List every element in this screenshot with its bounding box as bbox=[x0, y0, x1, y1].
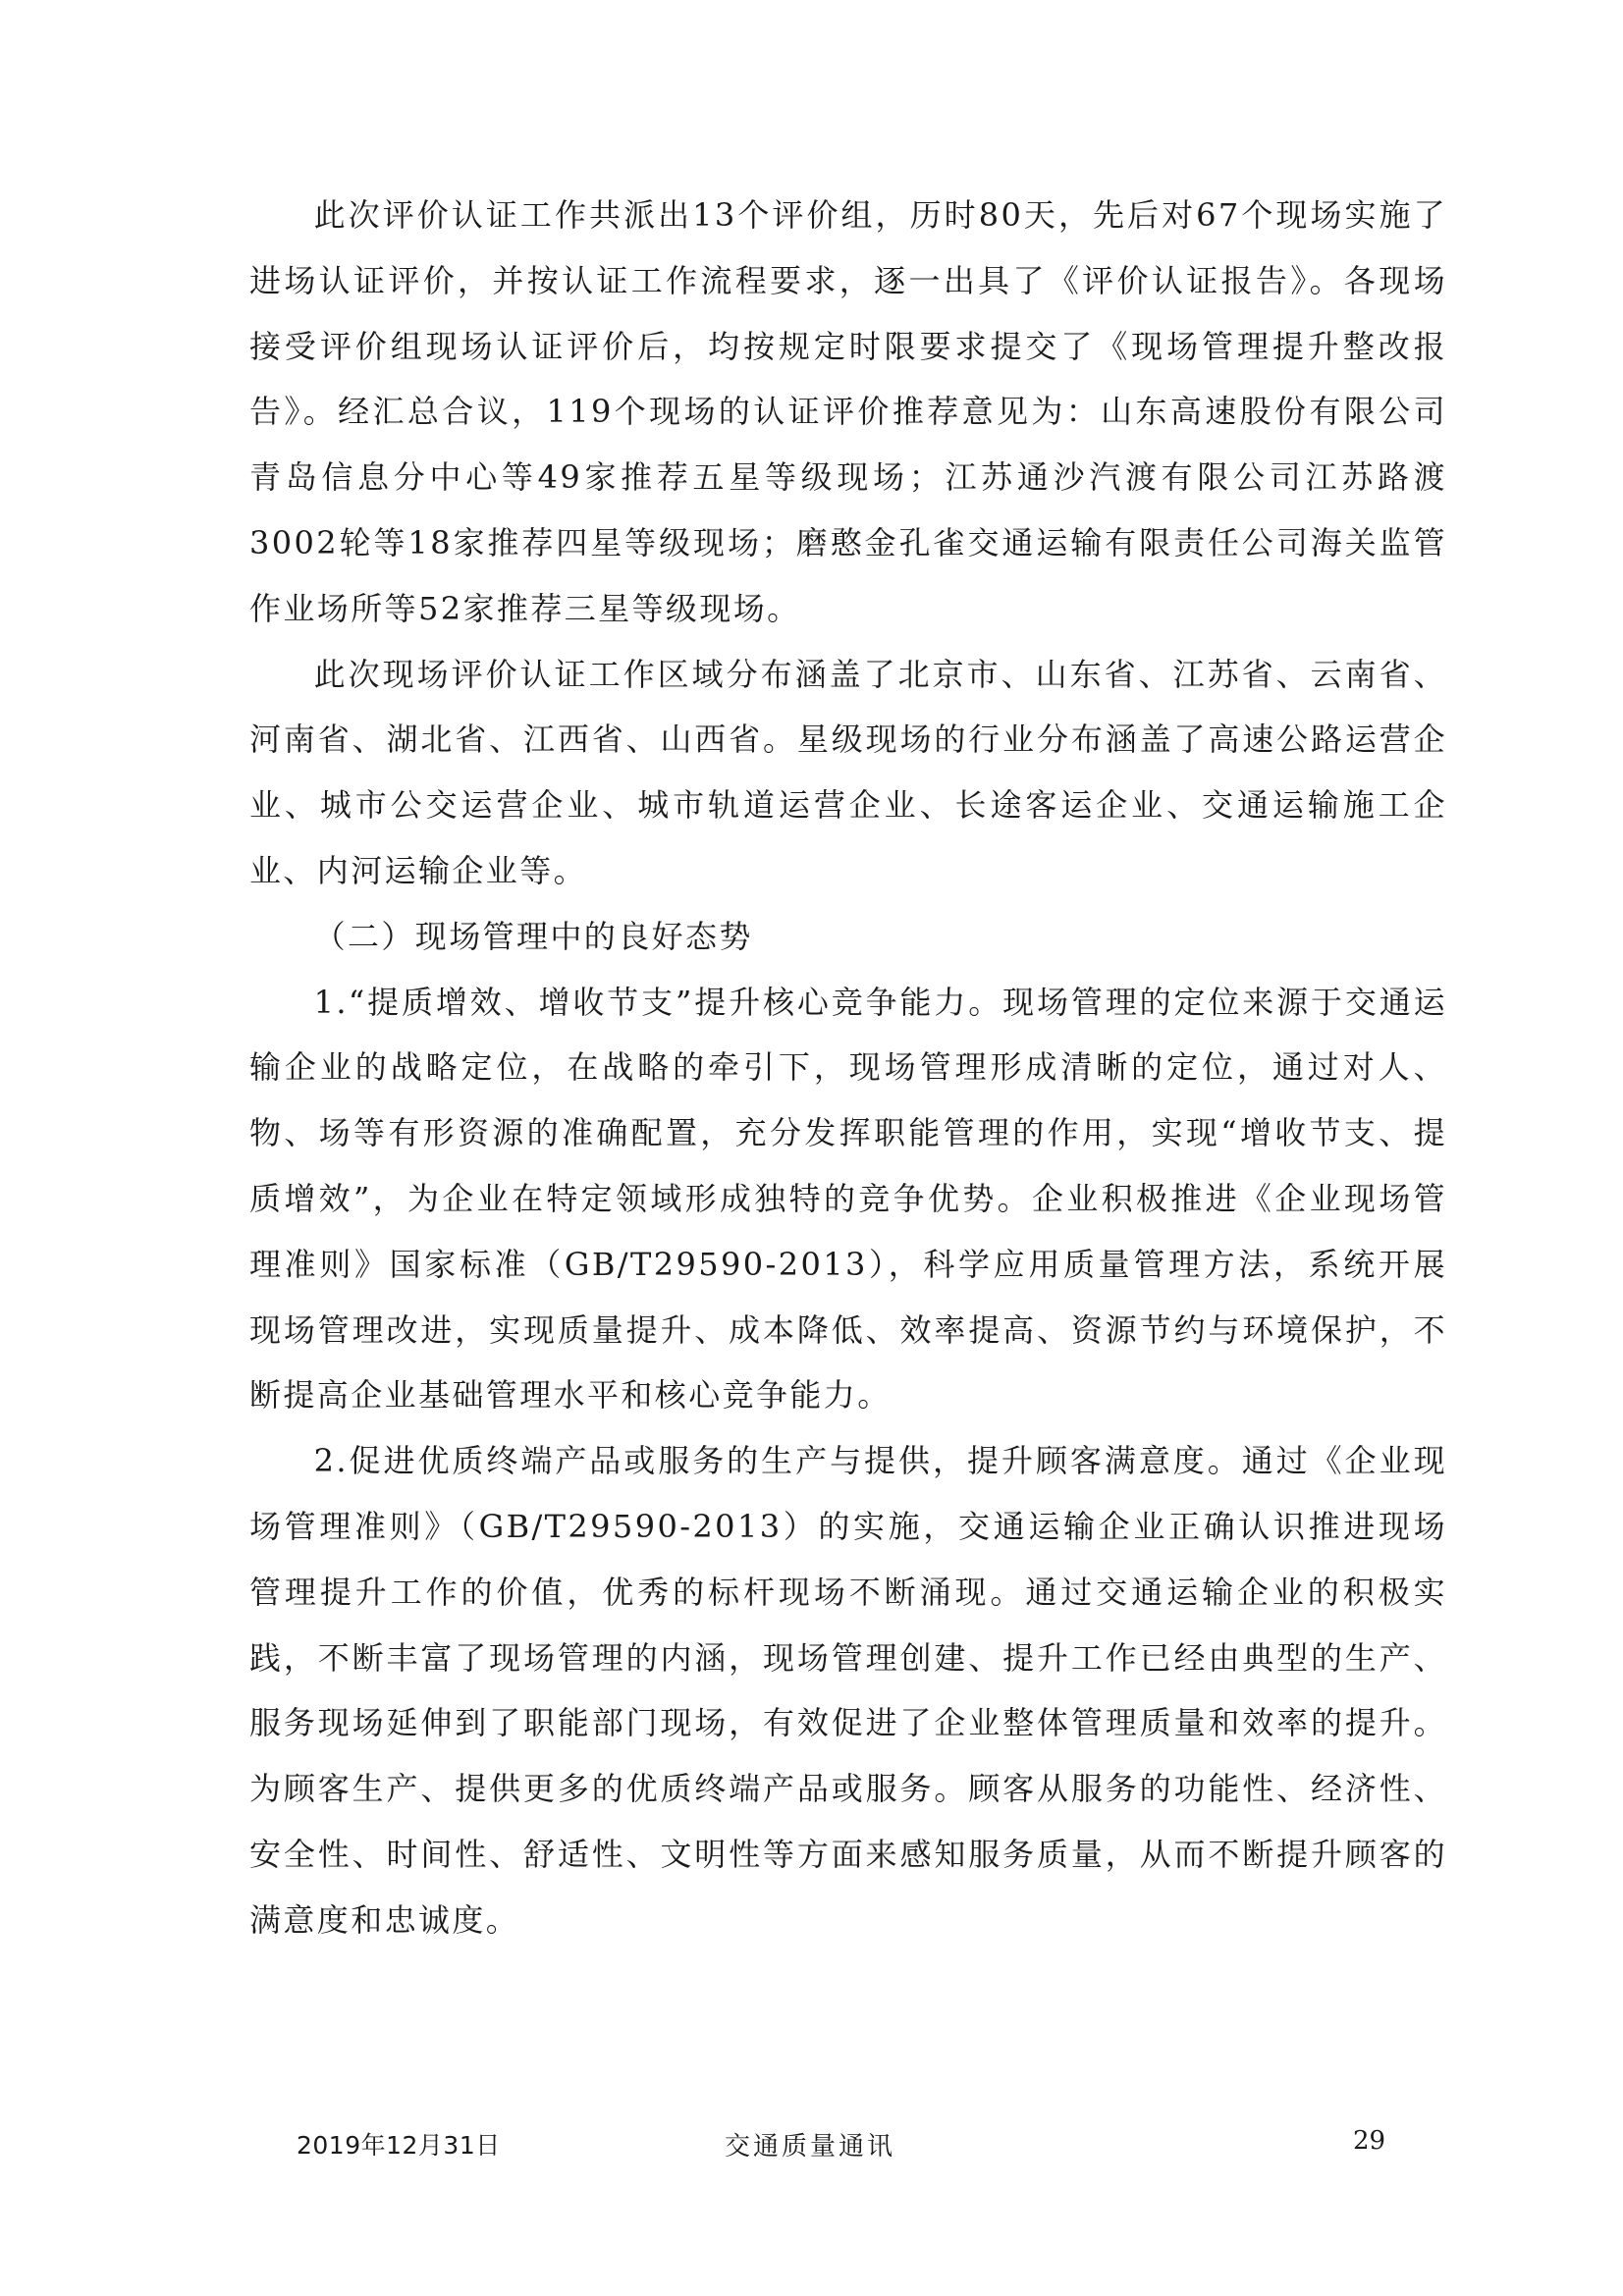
footer-publication-title: 交通质量通讯 bbox=[725, 2132, 896, 2162]
page-number: 29 bbox=[1353, 2126, 1386, 2156]
page-footer bbox=[0, 2126, 1623, 2165]
section-heading: （二）现场管理中的良好态势 bbox=[313, 917, 753, 955]
paragraph-point-1: 1.“提质增效、增收节支”提升核心竞争能力。现场管理的定位来源于交通运输企业的战略定位，在战略的牵引下，现场管理形成清晰的定位，通过对人、物、场等有形资源的准确配置，充分发挥职能管理的作用，实现“增收节支、提质增效”，为企业在特定领域形成独特的竞争优势。企业积极推进《企业现场管理准则》国家标准（GB/T29590-2013），科学应用质量管理方法，系统开展现场管理改进，实现质量提升、成本降低、效率提高、资源节约与环境保护，不断提高企业基础管理水平和核心竞争能力。 bbox=[249, 983, 1447, 1415]
paragraph-evaluation-summary: 此次评价认证工作共派出13个评价组，历时80天，先后对67个现场实施了进场认证评价，并按认证工作流程要求，逐一出具了《评价认证报告》。各现场接受评价组现场认证评价后，均按规定时限要求提交了《现场管理提升整改报告》。经汇总合议，119个现场的认证评价推荐意见为：山东高速股份有限公司青岛信息分中心等49家推荐五星等级现场；江苏通沙汽渡有限公司江苏路渡3002轮等18家推荐四星等级现场；磨憨金孔雀交通运输有限责任公司海关监管作业场所等52家推荐三星等级现场。 bbox=[249, 196, 1447, 627]
body-text bbox=[249, 183, 1447, 1953]
footer-date: 2019年12月31日 bbox=[297, 2131, 501, 2160]
paragraph-point-2: 2.促进优质终端产品或服务的生产与提供，提升顾客满意度。通过《企业现场管理准则》（GB/T29590-2013）的实施，交通运输企业正确认识推进现场管理提升工作的价值，优秀的标杆现场不断涌现。通过交通运输企业的积极实践，不断丰富了现场管理的内涵，现场管理创建、提升工作已经由典型的生产、服务现场延伸到了职能部门现场，有效促进了企业整体管理质量和效率的提升。为顾客生产、提供更多的优质终端产品或服务。顾客从服务的功能性、经济性、安全性、时间性、舒适性、文明性等方面来感知服务质量，从而不断提升顾客的满意度和忠诚度。 bbox=[249, 1442, 1447, 1939]
paragraph-regional-coverage: 此次现场评价认证工作区域分布涵盖了北京市、山东省、江苏省、云南省、河南省、湖北省、江西省、山西省。星级现场的行业分布涵盖了高速公路运营企业、城市公交运营企业、城市轨道运营企业、长途客运企业、交通运输施工企业、内河运输企业等。 bbox=[249, 655, 1447, 889]
